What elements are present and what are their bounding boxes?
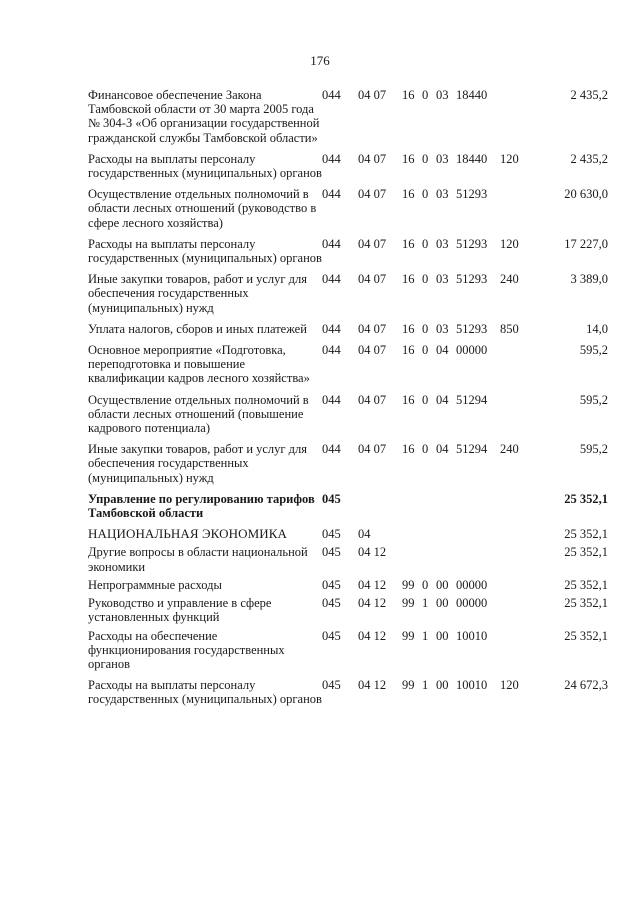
table-row — [88, 578, 608, 596]
table-row — [88, 545, 608, 577]
target-article-direction: 00000 — [456, 596, 488, 611]
row-expense-type: 120 — [500, 678, 519, 693]
table-row — [88, 322, 608, 343]
row-target-article — [402, 343, 500, 393]
row-expense-type — [500, 187, 538, 237]
target-article-program: 99 — [402, 577, 415, 592]
table-row — [88, 678, 608, 713]
row-department-code: 044 — [322, 151, 341, 166]
row-target-article — [402, 187, 500, 237]
row-name: Иные закупки товаров, работ и услуг для обеспечения государственных (муниципальных) нужд — [88, 442, 308, 485]
row-target-article — [402, 678, 500, 713]
target-article-program: 16 — [402, 321, 415, 336]
target-article-subprogram: 0 — [422, 343, 429, 358]
row-name: Непрограммные расходы — [88, 577, 222, 592]
row-department-code: 045 — [322, 596, 341, 611]
target-article-program: 99 — [402, 678, 415, 693]
row-sum: 595,2 — [579, 392, 608, 407]
row-name: Управление по регулированию тарифов Тамбовской области — [88, 491, 315, 521]
row-department-code: 044 — [322, 187, 341, 202]
row-sum: 3 389,0 — [570, 272, 608, 287]
target-article-subprogram: 1 — [422, 596, 429, 611]
table-row — [88, 393, 608, 443]
target-article-direction: 00000 — [456, 343, 488, 358]
row-sum: 25 352,1 — [564, 527, 608, 542]
table-row — [88, 492, 608, 527]
row-section-code: 04 07 — [358, 236, 387, 251]
row-department-code: 044 — [322, 272, 341, 287]
row-target-article — [402, 442, 500, 492]
row-expense-type: 240 — [500, 442, 519, 457]
row-name: Другие вопросы в области национальной экономики — [88, 545, 308, 574]
target-article-event: 00 — [436, 577, 449, 592]
row-name: Осуществление отдельных полномочий в области лесных отношений (повышение кадрового потенциала) — [88, 392, 309, 436]
row-expense-type — [500, 545, 538, 577]
table-row — [88, 272, 608, 322]
target-article-direction: 51293 — [456, 272, 488, 287]
row-name: Расходы на обеспечение функционирования государственных органов — [88, 628, 285, 671]
row-section-code: 04 12 — [358, 628, 387, 643]
target-article-program: 16 — [402, 151, 415, 166]
row-sum: 2 435,2 — [570, 88, 608, 102]
row-target-article — [402, 545, 500, 577]
target-article-subprogram: 0 — [422, 442, 429, 457]
target-article-event: 03 — [436, 272, 449, 287]
target-article-program: 99 — [402, 628, 415, 643]
row-sum: 25 352,1 — [564, 628, 608, 643]
row-sum: 2 435,2 — [570, 151, 608, 166]
row-sum: 24 672,3 — [564, 678, 608, 693]
row-department-code: 045 — [322, 678, 341, 693]
target-article-event: 03 — [436, 88, 449, 102]
target-article-subprogram: 0 — [422, 236, 429, 251]
row-section-code: 04 — [358, 527, 371, 542]
row-name: Расходы на выплаты персоналу государственных (муниципальных) органов — [88, 678, 322, 707]
target-article-event: 04 — [436, 442, 449, 457]
table-row — [88, 88, 608, 152]
target-article-subprogram: 0 — [422, 187, 429, 202]
row-department-code: 044 — [322, 392, 341, 407]
row-section-code: 04 12 — [358, 545, 387, 560]
row-target-article — [402, 527, 500, 545]
target-article-program: 16 — [402, 236, 415, 251]
row-expense-type — [500, 492, 538, 527]
row-section-code: 04 07 — [358, 151, 387, 166]
target-article-subprogram: 1 — [422, 628, 429, 643]
row-section-code: 04 07 — [358, 272, 387, 287]
row-name: Расходы на выплаты персоналу государственных (муниципальных) органов — [88, 236, 322, 266]
row-name: Финансовое обеспечение Закона Тамбовской области от 30 марта 2005 года № 304-З «Об организации государственной гражданской службы Тамбовской области» — [88, 88, 320, 145]
target-article-event: 03 — [436, 236, 449, 251]
row-section-code: 04 12 — [358, 678, 387, 693]
target-article-direction: 51293 — [456, 236, 488, 251]
table-row — [88, 629, 608, 679]
row-expense-type — [500, 527, 538, 545]
target-article-direction: 51293 — [456, 187, 488, 202]
target-article-subprogram: 0 — [422, 272, 429, 287]
target-article-subprogram: 0 — [422, 392, 429, 407]
target-article-direction: 51294 — [456, 392, 488, 407]
row-section-code: 04 07 — [358, 321, 387, 336]
row-section-code: 04 12 — [358, 577, 387, 592]
target-article-program: 16 — [402, 343, 415, 358]
target-article-event: 03 — [436, 187, 449, 202]
target-article-subprogram: 0 — [422, 88, 429, 102]
row-target-article — [402, 152, 500, 187]
row-name: Расходы на выплаты персоналу государственных (муниципальных) органов — [88, 151, 322, 181]
target-article-direction: 10010 — [456, 678, 488, 693]
row-section-code: 04 07 — [358, 343, 387, 358]
target-article-event: 03 — [436, 151, 449, 166]
target-article-subprogram: 1 — [422, 678, 429, 693]
row-name: Иные закупки товаров, работ и услуг для обеспечения государственных (муниципальных) нужд — [88, 272, 308, 315]
target-article-program: 16 — [402, 442, 415, 457]
row-department-code: 044 — [322, 442, 341, 457]
target-article-program: 16 — [402, 187, 415, 202]
row-target-article — [402, 596, 500, 628]
row-department-code: 044 — [322, 236, 341, 251]
row-section-code: 04 07 — [358, 392, 387, 407]
target-article-direction: 10010 — [456, 628, 488, 643]
row-expense-type — [500, 578, 538, 596]
row-target-article — [402, 492, 500, 527]
row-section-code: 04 07 — [358, 442, 387, 457]
target-article-program: 99 — [402, 596, 415, 611]
row-sum: 17 227,0 — [564, 236, 608, 251]
table-row — [88, 187, 608, 237]
page-number: 176 — [310, 53, 330, 68]
budget-table-body — [88, 88, 608, 714]
row-target-article — [402, 629, 500, 679]
row-expense-type: 120 — [500, 151, 519, 166]
target-article-direction: 51294 — [456, 442, 488, 457]
row-expense-type — [500, 596, 538, 628]
row-expense-type: 240 — [500, 272, 519, 287]
target-article-program: 16 — [402, 392, 415, 407]
target-article-event: 04 — [436, 343, 449, 358]
row-sum: 595,2 — [579, 442, 608, 457]
table-row — [88, 152, 608, 187]
target-article-event: 00 — [436, 628, 449, 643]
row-expense-type — [500, 393, 538, 443]
row-section-code: 04 07 — [358, 88, 387, 102]
target-article-subprogram: 0 — [422, 321, 429, 336]
row-target-article — [402, 393, 500, 443]
target-article-event: 04 — [436, 392, 449, 407]
row-expense-type: 120 — [500, 236, 519, 251]
row-sum: 25 352,1 — [564, 491, 608, 506]
row-sum: 595,2 — [579, 343, 608, 358]
row-expense-type — [500, 343, 538, 393]
row-expense-type: 850 — [500, 321, 519, 336]
target-article-direction: 18440 — [456, 88, 488, 102]
row-sum: 25 352,1 — [564, 577, 608, 592]
row-expense-type — [500, 629, 538, 679]
row-target-article — [402, 578, 500, 596]
row-name: Уплата налогов, сборов и иных платежей — [88, 321, 307, 336]
table-row — [88, 442, 608, 492]
row-sum: 25 352,1 — [564, 596, 608, 611]
row-department-code: 045 — [322, 545, 341, 560]
target-article-direction: 18440 — [456, 151, 488, 166]
table-row — [88, 237, 608, 272]
row-department-code: 045 — [322, 491, 341, 506]
row-sum: 20 630,0 — [564, 187, 608, 202]
target-article-subprogram: 0 — [422, 577, 429, 592]
target-article-subprogram: 0 — [422, 151, 429, 166]
row-expense-type — [500, 88, 538, 152]
row-sum: 25 352,1 — [564, 545, 608, 560]
row-department-code: 044 — [322, 343, 341, 358]
row-name: Основное мероприятие «Подготовка, переподготовка и повышение квалификации кадров лесного хозяйства» — [88, 343, 310, 386]
budget-table — [88, 88, 608, 714]
target-article-event: 00 — [436, 678, 449, 693]
row-department-code: 045 — [322, 628, 341, 643]
row-sum: 14,0 — [586, 321, 608, 336]
target-article-direction: 00000 — [456, 577, 488, 592]
row-section-code — [358, 492, 402, 527]
row-department-code: 045 — [322, 527, 341, 542]
row-name: НАЦИОНАЛЬНАЯ ЭКОНОМИКА — [88, 526, 287, 542]
row-name: Руководство и управление в сфере установленных функций — [88, 596, 272, 625]
row-department-code: 044 — [322, 88, 341, 102]
row-department-code: 044 — [322, 321, 341, 336]
table-row — [88, 343, 608, 393]
target-article-program: 16 — [402, 88, 415, 102]
row-name: Осуществление отдельных полномочий в области лесных отношений (руководство в сфере лесного хозяйства) — [88, 187, 317, 230]
row-department-code: 045 — [322, 577, 341, 592]
table-row — [88, 596, 608, 628]
table-row — [88, 527, 608, 545]
row-target-article — [402, 322, 500, 343]
target-article-event: 03 — [436, 321, 449, 336]
row-target-article — [402, 88, 500, 152]
target-article-event: 00 — [436, 596, 449, 611]
row-section-code: 04 07 — [358, 187, 387, 202]
target-article-program: 16 — [402, 272, 415, 287]
target-article-direction: 51293 — [456, 321, 488, 336]
row-section-code: 04 12 — [358, 596, 387, 611]
row-target-article — [402, 237, 500, 272]
row-target-article — [402, 272, 500, 322]
